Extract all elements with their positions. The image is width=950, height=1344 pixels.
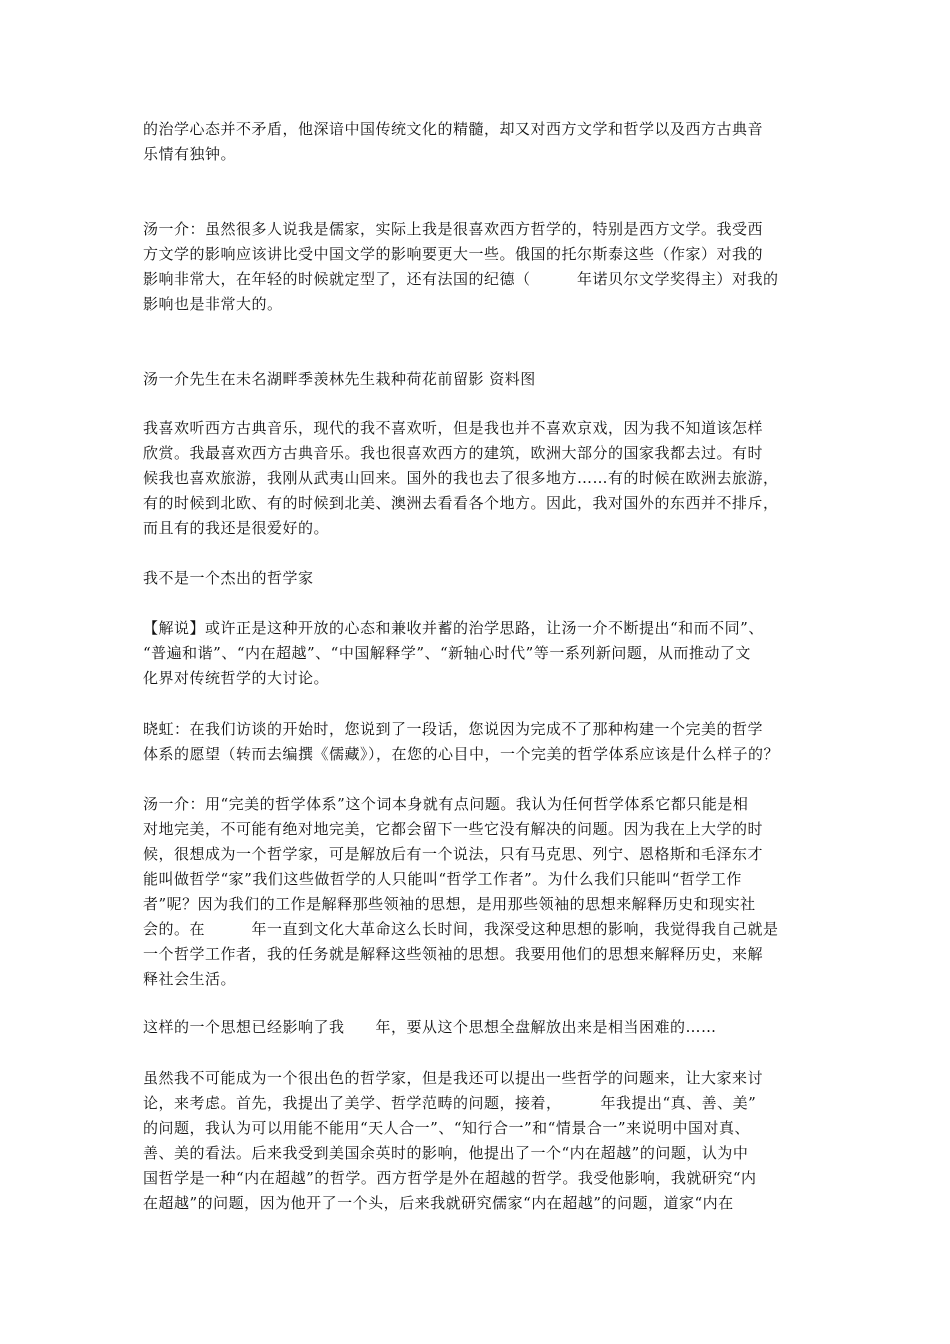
text-line: 论，来考虑。首先，我提出了美学、哲学范畴的问题，接着， 年我提出“真、善、美”	[143, 1094, 757, 1112]
text-line: 汤一介：用“完美的哲学体系”这个词本身就有点问题。我认为任何哲学体系它都只能是相	[143, 795, 749, 813]
text-line: 的问题，我认为可以用能不能用“天人合一”、“知行合一”和“情景合一”来说明中国对真、	[143, 1119, 751, 1137]
text-line: 在超越”的问题，因为他开了一个头，后来我就研究儒家“内在超越”的问题，道家“内在	[143, 1194, 734, 1212]
text-line: 有的时候到北欧、有的时候到北美、澳洲去看看各个地方。因此，我对国外的东西并不排斥，	[143, 494, 779, 512]
text-line: 【解说】或许正是这种开放的心态和兼收并蓄的治学思路，让汤一介不断提出“和而不同”、	[143, 619, 764, 637]
text-line: 体系的愿望（转而去编撰《儒藏》），在您的心目中，一个完美的哲学体系应该是什么样子的？	[143, 745, 780, 763]
section-heading	[143, 566, 811, 591]
paragraph-answer-philosophy-system	[143, 792, 811, 992]
paragraph-intro	[143, 117, 811, 167]
text-line: 影响也是非常大的。	[143, 295, 283, 313]
text-line: 欣赏。我最喜欢西方古典音乐。我也很喜欢西方的建筑，欧洲大部分的国家我都去过。有时	[143, 444, 764, 462]
text-line: 虽然我不可能成为一个很出色的哲学家，但是我还可以提出一些哲学的问题来，让大家来讨	[143, 1069, 764, 1087]
text-line: 影响非常大，在年轻的时候就定型了，还有法国的纪德（ 年诺贝尔文学奖得主）对我的	[143, 270, 779, 288]
paragraph-inner-transcendence	[143, 1066, 811, 1216]
text-line: 候，很想成为一个哲学家，可是解放后有一个说法，只有马克思、列宁、恩格斯和毛泽东才	[143, 845, 764, 863]
text-line: 我不是一个杰出的哲学家	[143, 569, 314, 587]
text-line: 而且有的我还是很爱好的。	[143, 519, 330, 537]
text-line: 化界对传统哲学的大讨论。	[143, 669, 330, 687]
text-line: 一个哲学工作者，我的任务就是解释这些领袖的思想。我要用他们的思想来解释历史，来解	[143, 945, 764, 963]
text-line: 汤一介：虽然很多人说我是儒家，实际上我是很喜欢西方哲学的，特别是西方文学。我受西	[143, 220, 764, 238]
text-line: 国哲学是一种“内在超越”的哲学。西方哲学是外在超越的哲学。我受他影响，我就研究“内	[143, 1169, 757, 1187]
paragraph-influence-years	[143, 1015, 811, 1040]
text-line: 我喜欢听西方古典音乐，现代的我不喜欢听，但是我也并不喜欢京戏，因为我不知道该怎样	[143, 419, 764, 437]
paragraph-narration	[143, 616, 811, 691]
text-line: 乐情有独钟。	[143, 145, 237, 163]
text-line: 汤一介先生在未名湖畔季羡林先生栽种荷花前留影 资料图	[143, 370, 536, 388]
paragraph-answer-western-influence	[143, 217, 811, 317]
text-line: 释社会生活。	[143, 970, 237, 988]
text-line: 对地完美，不可能有绝对地完美，它都会留下一些它没有解决的问题。因为我在上大学的时	[143, 820, 764, 838]
text-line: “普遍和谐”、“内在超越”、“中国解释学”、“新轴心时代”等一系列新问题，从而推动了文	[143, 644, 751, 662]
paragraph-music-travel	[143, 416, 811, 541]
photo-caption	[143, 367, 811, 392]
text-line: 方文学的影响应该讲比受中国文学的影响要更大一些。俄国的托尔斯泰这些（作家）对我的	[143, 245, 764, 263]
text-line: 会的。在 年一直到文化大革命这么长时间，我深受这种思想的影响，我觉得我自己就是	[143, 920, 779, 938]
text-line: 这样的一个思想已经影响了我 年，要从这个思想全盘解放出来是相当困难的……	[143, 1018, 717, 1036]
paragraph-interviewer-question	[143, 717, 811, 767]
text-line: 能叫做哲学“家”我们这些做哲学的人只能叫“哲学工作者”。为什么我们只能叫“哲学工作	[143, 870, 742, 888]
text-line: 晓虹：在我们访谈的开始时，您说到了一段话，您说因为完成不了那种构建一个完美的哲学	[143, 720, 764, 738]
text-line: 候我也喜欢旅游，我刚从武夷山回来。国外的我也去了很多地方……有的时候在欧洲去旅游，	[143, 469, 779, 487]
text-line: 的治学心态并不矛盾，他深谙中国传统文化的精髓，却又对西方文学和哲学以及西方古典音	[143, 120, 764, 138]
text-line: 者”呢？因为我们的工作是解释那些领袖的思想，是用那些领袖的思想来解释历史和现实社	[143, 895, 756, 913]
text-line: 善、美的看法。后来我受到美国余英时的影响，他提出了一个“内在超越”的问题，认为中	[143, 1144, 749, 1162]
